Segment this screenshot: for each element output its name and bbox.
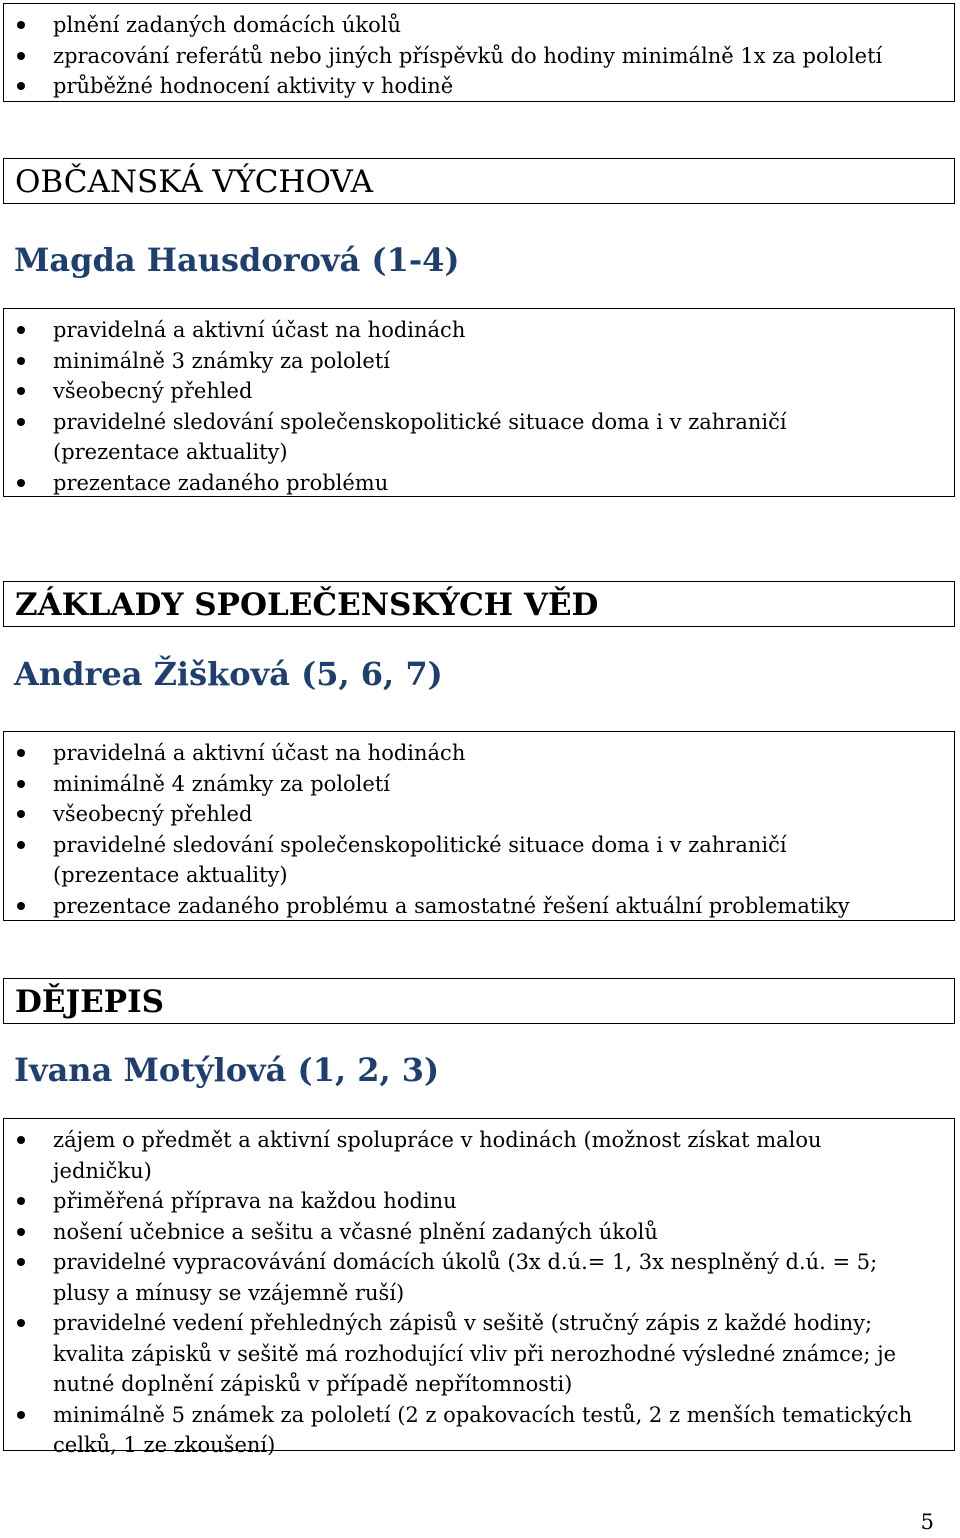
list-item-text: pravidelné sledování společenskopolitické situace doma i v zahraničí (prezentace aktuality)	[53, 409, 787, 464]
bullet-icon	[17, 1258, 25, 1266]
bullet-icon	[17, 1411, 25, 1419]
list-item-text: všeobecný přehled	[53, 802, 253, 826]
list-item	[4, 1308, 954, 1400]
teacher-name: Magda Hausdorová (1-4)	[14, 241, 460, 279]
list-item	[4, 71, 954, 102]
list-item	[4, 315, 954, 346]
bullet-icon	[17, 82, 25, 90]
list-item-text: plnění zadaných domácích úkolů	[53, 13, 402, 37]
bullet-icon	[17, 326, 25, 334]
list-item-text: pravidelné vypracovávání domácích úkolů (3x d.ú.= 1, 3x nesplněný d.ú. = 5; plusy a mínusy se vzájemně ruší)	[53, 1250, 878, 1305]
list-item-text: prezentace zadaného problému	[53, 470, 389, 495]
list-item	[4, 1125, 954, 1186]
bullet-icon	[17, 479, 25, 487]
section-heading: OBČANSKÁ VÝCHOVA	[15, 164, 373, 200]
list-item	[4, 10, 954, 41]
top-criteria-box	[3, 3, 955, 102]
dejepis-criteria-box	[3, 1118, 955, 1457]
bullet-icon	[17, 387, 25, 395]
top-criteria-list	[4, 10, 954, 102]
list-item	[4, 738, 954, 769]
bullet-icon	[17, 1136, 25, 1144]
teacher-name: Andrea Žišková (5, 6, 7)	[14, 655, 443, 693]
bullet-icon	[17, 749, 25, 757]
list-item-text: zpracování referátů nebo jiných příspěvků do hodiny minimálně 1x za pololetí	[53, 43, 883, 68]
list-item	[4, 1400, 954, 1461]
list-item-text: průběžné hodnocení aktivity v hodině	[53, 74, 454, 98]
obcanska-criteria-list	[4, 315, 954, 498]
dejepis-heading-box	[3, 978, 955, 1024]
list-item	[4, 1186, 954, 1217]
bullet-icon	[17, 841, 25, 849]
teacher-name: Ivana Motýlová (1, 2, 3)	[14, 1051, 440, 1089]
bullet-icon	[17, 418, 25, 426]
zsv-criteria-list	[4, 738, 954, 921]
list-item	[4, 830, 954, 891]
zsv-heading-box	[3, 581, 955, 627]
list-item	[4, 1247, 954, 1308]
bullet-icon	[17, 1319, 25, 1327]
bullet-icon	[17, 902, 25, 910]
list-item	[4, 468, 954, 499]
list-item-text: nošení učebnice a sešitu a včasné plnění zadaných úkolů	[53, 1219, 658, 1244]
list-item	[4, 799, 954, 830]
list-item	[4, 1217, 954, 1248]
list-item	[4, 769, 954, 800]
list-item-text: prezentace zadaného problému a samostatné řešení aktuální problematiky	[53, 893, 850, 918]
list-item-text: pravidelné vedení přehledných zápisů v sešitě (stručný zápis z každé hodiny; kvalita zápisků v sešitě má rozhodující vliv při nerozhodné výsledné známce; je nutné doplnění zápisků v případě nepřítomnosti)	[53, 1311, 897, 1396]
dejepis-criteria-list	[4, 1125, 954, 1461]
page-number: 5	[920, 1510, 934, 1534]
list-item-text: minimálně 5 známek za pololetí (2 z opakovacích testů, 2 z menších tematických celků, 1 ze zkoušení)	[53, 1402, 913, 1457]
list-item	[4, 376, 954, 407]
list-item-text: zájem o předmět a aktivní spolupráce v hodinách (možnost získat malou jedničku)	[53, 1128, 822, 1183]
zsv-criteria-box	[3, 731, 955, 921]
bullet-icon	[17, 1228, 25, 1236]
list-item-text: pravidelná a aktivní účast na hodinách	[53, 741, 466, 765]
obcanska-criteria-box	[3, 308, 955, 497]
bullet-icon	[17, 357, 25, 365]
bullet-icon	[17, 810, 25, 818]
list-item-text: minimálně 3 známky za pololetí	[53, 348, 390, 373]
list-item-text: přiměřená příprava na každou hodinu	[53, 1189, 457, 1213]
bullet-icon	[17, 21, 25, 29]
bullet-icon	[17, 780, 25, 788]
list-item-text: minimálně 4 známky za pololetí	[53, 771, 390, 796]
list-item	[4, 346, 954, 377]
obcanska-heading-box	[3, 158, 955, 204]
list-item-text: všeobecný přehled	[53, 379, 253, 403]
list-item-text: pravidelná a aktivní účast na hodinách	[53, 318, 466, 342]
list-item	[4, 407, 954, 468]
section-heading: ZÁKLADY SPOLEČENSKÝCH VĚD	[15, 587, 599, 623]
bullet-icon	[17, 1197, 25, 1205]
list-item-text: pravidelné sledování společenskopolitické situace doma i v zahraničí (prezentace aktuality)	[53, 832, 787, 887]
list-item	[4, 891, 954, 922]
bullet-icon	[17, 52, 25, 60]
list-item	[4, 41, 954, 72]
section-heading: DĚJEPIS	[15, 984, 165, 1020]
